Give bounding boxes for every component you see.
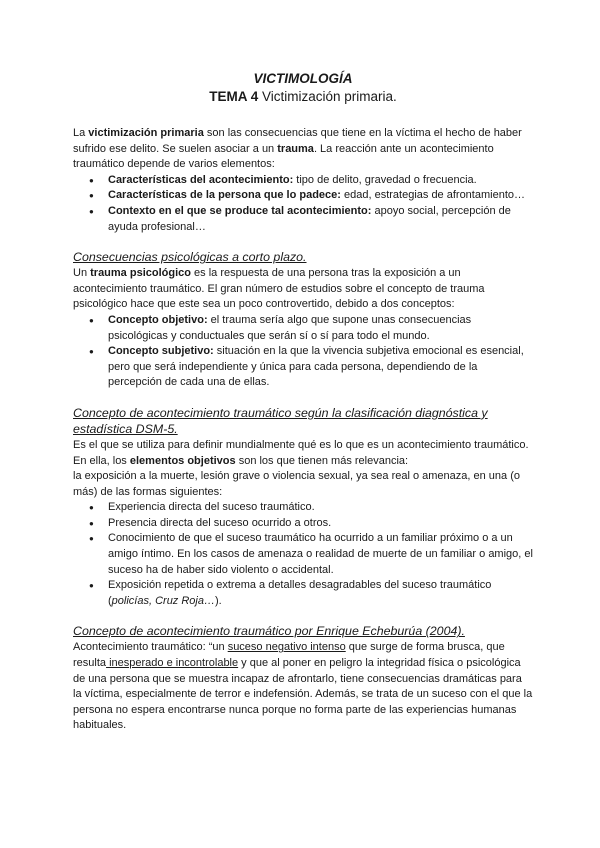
list-item-term: Concepto objetivo: <box>108 313 208 326</box>
section2-paragraph-2: la exposición a la muerte, lesión grave o violencia sexual, ya sea real o amenaza, en una (o más) de las formas siguientes: <box>73 470 520 498</box>
list-item-term: Características de la persona que lo padece: <box>108 189 341 202</box>
section3-paragraph <box>73 640 533 734</box>
section1-term: trauma psicológico <box>90 267 191 280</box>
list-item <box>108 173 533 189</box>
list-item <box>108 578 533 609</box>
intro-list <box>73 173 533 235</box>
tema-title: Victimización primaria. <box>258 89 397 104</box>
document-subtitle <box>73 88 533 106</box>
list-item: ● Experiencia directa del suceso traumático. <box>108 500 533 516</box>
list-item <box>108 313 533 344</box>
section-heading-dsm5: Concepto de acontecimiento traumático según la clasificación diagnóstica y estadística DSM-5. <box>73 405 488 436</box>
list-item <box>108 204 533 235</box>
list-item <box>108 344 533 391</box>
list-item-text: edad, estrategias de afrontamiento… <box>340 189 525 202</box>
section3-underlined-1: suceso negativo intenso <box>227 641 346 654</box>
section1-text-1: Un <box>73 267 91 280</box>
section3-text-3: y que al poner en peligro la integridad física o psicológica de una persona que se muestra incapaz de afrontarlo, tiene consecuencias dramáticas para la víctima, especialmente de terror e indefensión. Además, se trata de un suceso con el que la persona no espera encontrarse nunca porque no forma parte de las experiencias humanas habituales. <box>73 657 533 732</box>
list-item-term: Contexto en el que se produce tal acontecimiento: <box>108 204 372 217</box>
section1-list <box>73 313 533 391</box>
intro-paragraph <box>73 126 533 173</box>
section1-paragraph <box>73 266 533 313</box>
list-item-examples: policías, Cruz Roja… <box>111 594 215 607</box>
list-item: ● Conocimiento de que el suceso traumático ha ocurrido a un familiar próximo o a un amigo íntimo. En los casos de amenaza o realidad de muerte de un familiar o amigo, el suceso ha de haber sido violento o accidental. <box>108 531 533 578</box>
section-heading-echeburua: Concepto de acontecimiento traumático por Enrique Echeburúa (2004). <box>73 624 465 639</box>
section1-text-2: es la respuesta de una persona tras la exposición a un acontecimiento traumático. El gran número de estudios sobre el concepto de trauma psicológico hace que este sea un poco controvertido, debido a dos conceptos: <box>73 267 485 311</box>
section2-term: elementos objetivos <box>129 454 236 467</box>
list-item-text: situación en la que la vivencia subjetiva emocional es esencial, pero que será independiente y única para cada persona, dependiendo de la percepción de cada una de ellas. <box>108 345 524 389</box>
list-item-term: Características del acontecimiento: <box>108 173 294 186</box>
list-item <box>108 188 533 204</box>
document-page <box>73 70 533 734</box>
section2-paragraph <box>73 438 533 469</box>
intro-text-1: La <box>73 127 89 139</box>
section2-list <box>73 500 533 609</box>
section2-text-2: son los que tienen más relevancia: <box>235 454 409 467</box>
intro-text-2: son las consecuencias que tiene en la víctima el hecho de haber sufrido ese delito. Se suelen asociar a un <box>73 127 522 155</box>
section3-text-2: que surge de forma brusca, que resulta <box>73 641 505 670</box>
list-item-text: el trauma sería algo que supone unas consecuencias psicológicas y conductuales que serán sí o sí para todo el mundo. <box>108 313 472 342</box>
list-item-text: tipo de delito, gravedad o frecuencia. <box>293 173 477 186</box>
intro-term-victimizacion: victimización primaria <box>88 127 204 139</box>
list-item: ● Presencia directa del suceso ocurrido a otros. <box>108 516 533 532</box>
section3-text-1: Acontecimiento traumático: “un <box>73 641 228 654</box>
list-item-text-end: ). <box>215 594 222 607</box>
section3-underlined-2: inesperado e incontrolable <box>106 657 239 670</box>
tema-label: TEMA 4 <box>209 89 259 104</box>
intro-term-trauma: trauma <box>277 142 314 155</box>
list-item-term: Concepto subjetivo: <box>108 345 214 358</box>
list-item-text: Exposición repetida o extrema a detalles desagradables del suceso traumático ( <box>108 579 492 607</box>
intro-text-3: . La reacción ante un acontecimiento traumático depende de varios elementos: <box>73 142 494 171</box>
document-title: VICTIMOLOGÍA <box>253 71 353 86</box>
section-heading-consecuencias: Consecuencias psicológicas a corto plazo. <box>73 250 307 265</box>
section2-text-1: Es el que se utiliza para definir mundialmente qué es lo que es un acontecimiento traumático. En ella, los <box>73 438 529 467</box>
list-item-text: apoyo social, percepción de ayuda profesional… <box>108 204 511 233</box>
